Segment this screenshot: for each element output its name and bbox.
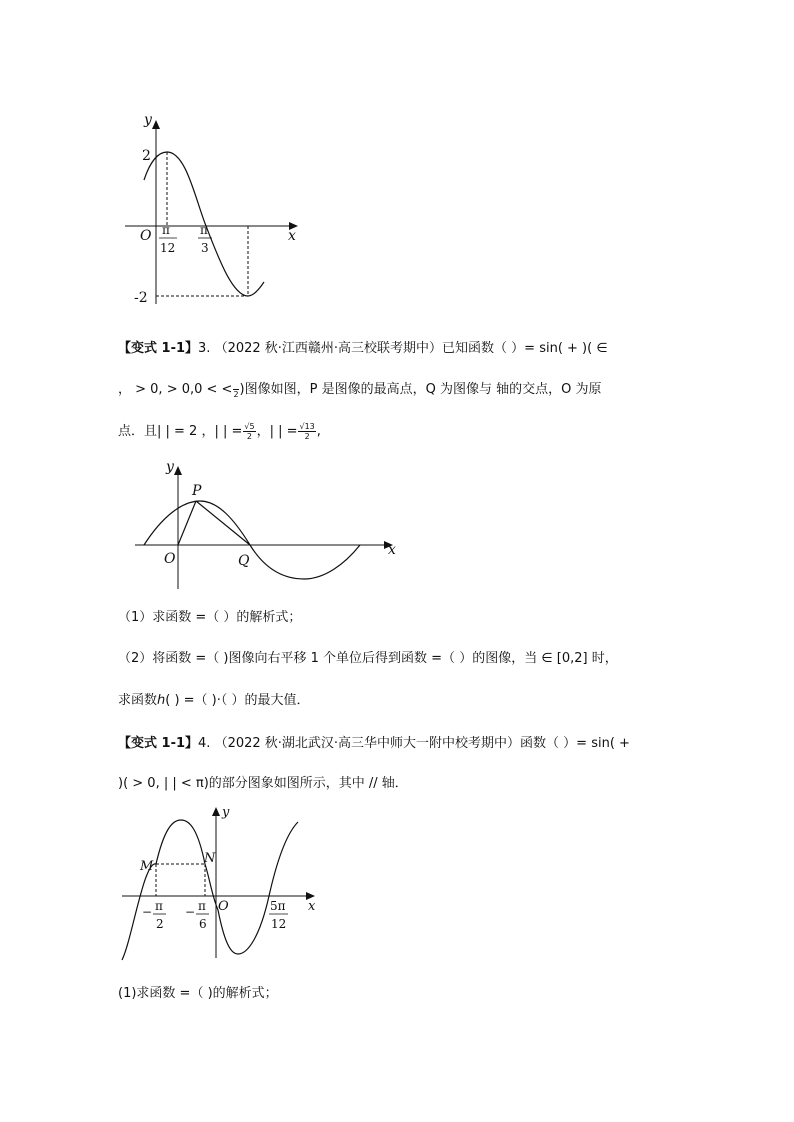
point-M-label: M xyxy=(140,859,154,874)
x-tick1-num: π xyxy=(162,223,170,237)
x-axis-label: x xyxy=(388,542,396,558)
problem3-question2-cont-text: 求函数ℎ( ) =（ )·（ ）的最大值． xyxy=(118,693,310,708)
problem3-line3-b: ，| | = xyxy=(256,424,298,439)
y-axis-arrow xyxy=(152,120,160,129)
problem3-question2 xyxy=(118,651,618,667)
segment-OP xyxy=(178,501,196,545)
problem3-line2-a: ， > 0, > 0,0 < < xyxy=(118,382,233,397)
problem3-question1 xyxy=(118,610,301,626)
y-max-label: 2 xyxy=(142,148,151,164)
y-axis-label: y xyxy=(222,805,230,820)
graph-1 xyxy=(120,108,310,308)
problem3-line2-fraction: 2 xyxy=(233,380,238,399)
problem3-line1 xyxy=(118,341,608,357)
problem3-question2-text: （2）将函数 =（ )图像向右平移 1 个单位后得到函数 =（ ）的图像，当 ∈ [0,2] 时， xyxy=(118,651,618,666)
problem3-line3-c: , xyxy=(316,424,321,439)
graph-3 xyxy=(118,800,328,965)
origin-label: O xyxy=(140,228,152,244)
sine-curve xyxy=(144,501,360,579)
point-P-label: P xyxy=(192,483,202,499)
problem3-number: 3. xyxy=(198,341,211,356)
problem3-question2-cont xyxy=(118,693,310,709)
tick1-num: π xyxy=(155,899,163,913)
tick2-num: π xyxy=(198,899,206,913)
problem3-line1-text: （2022 秋·江西赣州·高三校联考期中）已知函数（ ）= sin( + )( ∈ xyxy=(214,341,608,356)
x-tick1-den: 12 xyxy=(160,241,176,255)
problem4-number: 4. xyxy=(198,736,211,751)
y-min-label: -2 xyxy=(134,290,148,306)
problem3-line3-a: 点．且| | = 2 ，| | = xyxy=(118,424,243,439)
x-tick2-num: π xyxy=(200,223,208,237)
problem3-fraction-sqrt5: $\frac{√5}{2}$ xyxy=(244,422,255,441)
segment-PQ xyxy=(196,501,250,545)
tick2-den: 6 xyxy=(199,917,207,931)
problem4-label: 【变式 1-1】 xyxy=(118,736,199,751)
graph-2 xyxy=(130,455,410,595)
y-axis-label: y xyxy=(166,459,174,475)
problem4-question1-text: (1)求函数 =（ )的解析式； xyxy=(118,986,278,1001)
y-axis-label: y xyxy=(144,112,152,128)
tick3-den: 12 xyxy=(271,917,287,931)
tick1-den: 2 xyxy=(156,917,164,931)
problem3-line3 xyxy=(118,422,321,441)
problem4-line1-text: （2022 秋·湖北武汉·高三华中师大一附中校考期中）函数（ ）= sin( + xyxy=(214,736,630,751)
y-axis-arrow xyxy=(174,466,182,475)
problem4-line1 xyxy=(118,736,630,752)
origin-label: O xyxy=(164,551,176,567)
x-axis-label: x xyxy=(308,899,316,914)
tick2-minus: − xyxy=(185,905,196,919)
sine-curve xyxy=(122,820,298,960)
tick1-minus: − xyxy=(142,905,153,919)
problem4-line2 xyxy=(118,776,408,792)
origin-label: O xyxy=(218,899,229,914)
y-axis-arrow xyxy=(212,807,220,816)
problem3-question1-text: （1）求函数 =（ ）的解析式； xyxy=(118,610,302,625)
problem3-label: 【变式 1-1】 xyxy=(118,341,199,356)
x-axis-label: x xyxy=(288,228,296,244)
problem4-line2-text: )( > 0, | | < π)的部分图象如图所示，其中 // 轴． xyxy=(118,776,408,791)
problem4-question1 xyxy=(118,986,278,1002)
tick3-num: 5π xyxy=(270,899,286,913)
point-Q-label: Q xyxy=(238,553,250,569)
point-N-label: N xyxy=(204,851,216,866)
problem3-fraction-sqrt13: $\frac{√13}{2}$ xyxy=(299,422,315,441)
problem3-line2 xyxy=(118,380,601,399)
problem3-line2-b: )图像如图，P 是图像的最高点，Q 为图像与 轴的交点，O 为原 xyxy=(239,382,602,397)
x-tick2-den: 3 xyxy=(201,241,209,255)
